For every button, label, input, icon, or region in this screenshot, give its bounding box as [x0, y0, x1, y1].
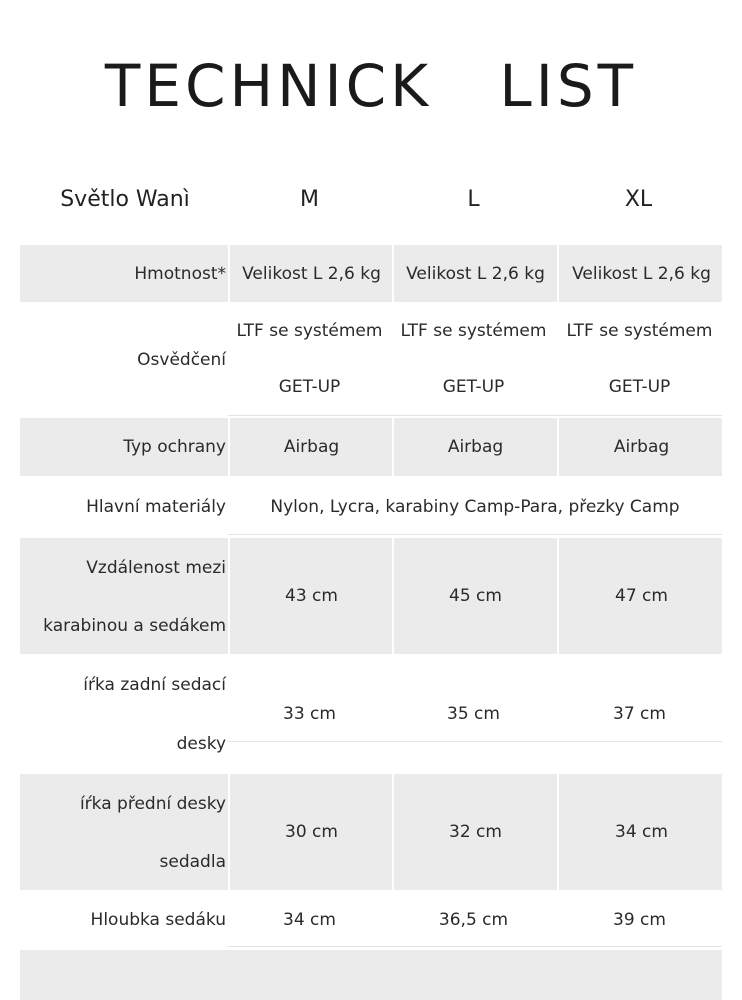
table-cell: Airbag	[392, 418, 557, 476]
row-label-line: sedadla	[159, 852, 226, 872]
table-cell: 32 cm	[392, 774, 557, 890]
header-size-l: L	[467, 187, 480, 212]
row-label-line: desky	[176, 734, 226, 754]
divider	[228, 946, 722, 947]
cell-line: GET-UP	[442, 377, 505, 397]
table-cell	[557, 302, 722, 418]
divider	[228, 534, 722, 535]
row-label-line: karabinou a sedákem	[43, 616, 226, 636]
row-label	[20, 774, 226, 890]
table-cell: 39 cm	[613, 910, 666, 930]
divider	[228, 415, 722, 416]
table-row-front-width	[20, 774, 722, 890]
cell-line: LTF se systémem	[236, 321, 383, 341]
table-cell: 43 cm	[228, 538, 393, 654]
row-label: Hloubka sedáku	[90, 910, 226, 930]
table-row-weight	[20, 245, 722, 302]
row-label: Hmotnost*	[134, 263, 226, 284]
table-cell: Velikost L 2,6 kg	[228, 245, 393, 302]
table-row-distance	[20, 538, 722, 654]
table-cell: 37 cm	[613, 704, 666, 724]
table-cell: Velikost L 2,6 kg	[392, 245, 557, 302]
table-cell: 34 cm	[283, 910, 336, 930]
row-label: Osvědčení	[137, 350, 226, 370]
cell-line: LTF se systémem	[566, 321, 713, 341]
table-cell: 30 cm	[228, 774, 393, 890]
row-label-line: íŕka přední desky	[79, 794, 226, 814]
table-cell: 36,5 cm	[438, 910, 509, 930]
table-cell: 47 cm	[557, 538, 724, 654]
table-cell: Airbag	[228, 418, 393, 476]
table-cell: 33 cm	[283, 704, 336, 724]
header-size-m: M	[300, 187, 319, 212]
table-row-depth	[20, 890, 722, 950]
row-label	[20, 538, 226, 654]
row-label-line: Vzdálenost mezi	[86, 558, 226, 578]
table-row-rear-width	[20, 654, 722, 774]
table-row-protection	[20, 418, 722, 476]
table-row-certification	[20, 302, 722, 418]
row-label	[20, 654, 226, 774]
table-cell-span: Nylon, Lycra, karabiny Camp-Para, přezky Camp	[270, 497, 680, 517]
row-label: Hlavní materiály	[86, 497, 226, 517]
table-cell	[392, 302, 555, 418]
header-corner: Světlo Wanì	[60, 187, 190, 212]
table-cell	[228, 302, 391, 418]
table-cell: 34 cm	[557, 774, 724, 890]
table-cell: 45 cm	[392, 538, 557, 654]
row-label: Typ ochrany	[123, 437, 226, 457]
cell-line: GET-UP	[608, 377, 671, 397]
divider	[228, 741, 722, 742]
cell-line: LTF se systémem	[400, 321, 547, 341]
table-cell: Airbag	[557, 418, 724, 476]
row-label-line: íŕka zadní sedací	[83, 675, 226, 695]
table-cell: Velikost L 2,6 kg	[557, 245, 724, 302]
header-size-xl: XL	[624, 187, 653, 212]
cell-line: GET-UP	[278, 377, 341, 397]
table-row-materials	[20, 476, 722, 538]
table-cell: 35 cm	[447, 704, 500, 724]
table-row-empty	[20, 950, 722, 1000]
page-title: TECHNICK LIST	[104, 52, 638, 120]
